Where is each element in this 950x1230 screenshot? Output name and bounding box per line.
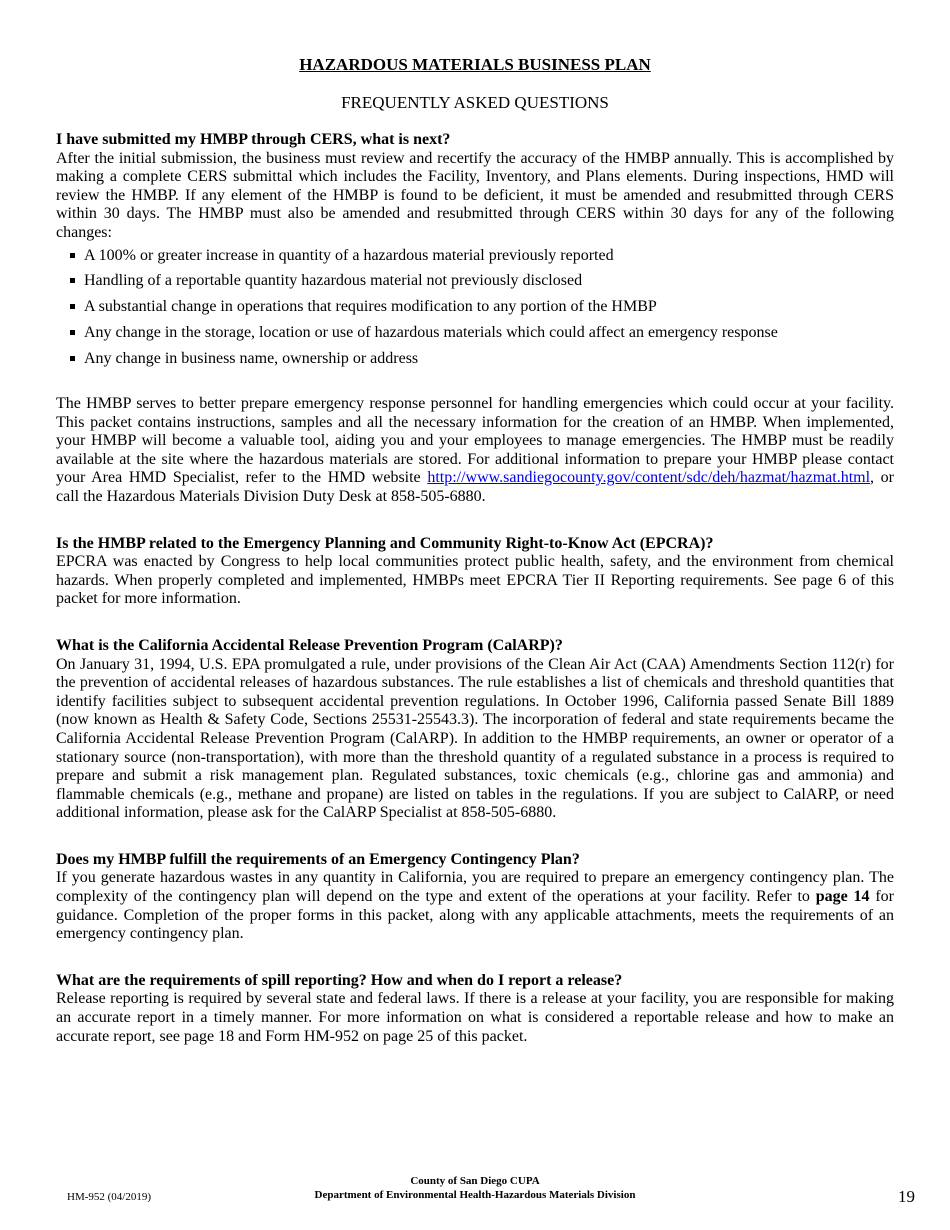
faq-question-spill-reporting: What are the requirements of spill reporting? How and when do I report a release? — [56, 971, 623, 989]
faq-answer-contingency-plan — [56, 869, 894, 943]
bullet-icon — [70, 304, 75, 309]
faq-question-cers-next: I have submitted my HMBP through CERS, what is next? — [56, 131, 451, 148]
spacer — [56, 944, 894, 972]
list-item-text: Any change in the storage, location or use of hazardous materials which could affect an emergency response — [84, 324, 778, 342]
faq-answer-calarp: On January 31, 1994, U.S. EPA promulgated a rule, under provisions of the Clean Air Act (CAA) Amendments Section 112(r) for the prevention of accidental releases of hazardous substances. The rule establishes a list of chemicals and threshold quantities that identify facilities subject to subsequent accidental prevention regulations. In October 1996, California passed Senate Bill 1889 (now known as Health & Safety Code, Sections 25531-25543.3). The incorporation of federal and state requirements became the California Accidental Release Prevention Program (CalARP). In addition to the HMBP requirements, an owner or operator of a stationary source (non-transportation), with more than the threshold quantity of a regulated substance in a process is required to prepare and submit a risk management plan. Regulated substances, toxic chemicals (e.g., chlorine gas and ammonia) and flammable chemicals (e.g., methane and propane) are listed on tables in the regulations. If you are subject to CalARP, or need additional information, please ask for the CalARP Specialist at 858-505-6880. — [56, 655, 894, 822]
page-subtitle: FREQUENTLY ASKED QUESTIONS — [341, 93, 609, 112]
faq-answer-epcra: EPCRA was enacted by Congress to help local communities protect public health, safety, and the environment from chemical hazards. When properly completed and implemented, HMBPs meet EPCRA Tier II Reporting requirements. See page 6 of this packet for more information. — [56, 553, 894, 608]
list-item — [70, 298, 894, 317]
faq-answer-cers-next: After the initial submission, the business must review and recertify the accuracy of the HMBP annually. This is accomplished by making a complete CERS submittal which includes the Facility, Inventory, and Plans elements. During inspections, HMD will review the HMBP. If any element of the HMBP is found to be deficient, it must be amended and resubmitted through CERS within 30 days. The HMBP must also be amended and resubmitted through CERS within 30 days for any of the following changes: — [56, 149, 894, 241]
purpose-text-end: , or call the Hazardous Materials Division Duty Desk at 858-505-6880. — [56, 469, 895, 505]
list-item — [70, 324, 894, 343]
answer-text: If you generate hazardous wastes in any quantity in California, you are required to prepare an emergency contingency plan. The complexity of the contingency plan will depend on the type and extent of the operations at your facility. Refer to — [56, 869, 894, 906]
spacer — [56, 823, 894, 851]
list-item — [70, 350, 894, 369]
division-name: Department of Environmental Health-Hazardous Materials Division — [314, 1189, 636, 1201]
bullet-icon — [70, 330, 75, 335]
list-item-text: Handling of a reportable quantity hazardous material not previously disclosed — [84, 272, 583, 290]
faq-content — [56, 131, 894, 1046]
purpose-text: The HMBP serves to better prepare emergency response personnel for handling emergencies which could occur at your facility. This packet contains instructions, samples and all the necessary information for the creation of an HMBP. When implemented, your HMBP will become a valuable tool, aiding you and your employees to manage emergencies. The HMBP must be readily available at the site where the hazardous materials are stored. For additional information to prepare your HMBP please contact your Area HMD Specialist, refer to the HMD website — [56, 395, 894, 487]
list-item — [70, 272, 894, 291]
faq-answer-spill-reporting: Release reporting is required by several state and federal laws. If there is a release at your facility, you are responsible for making an accurate report in a timely manner. For more information on what is considered a reportable release and how to make an accurate report, see page 18 and Form HM-952 on page 25 of this packet. — [56, 990, 894, 1045]
faq-question-contingency-plan: Does my HMBP fulfill the requirements of an Emergency Contingency Plan? — [56, 850, 580, 868]
bullet-icon — [70, 278, 75, 283]
list-item-text: A 100% or greater increase in quantity of a hazardous material previously reported — [84, 246, 614, 264]
page-reference: page 14 — [815, 888, 870, 906]
page-title: HAZARDOUS MATERIALS BUSINESS PLAN — [299, 55, 651, 74]
faq-question-calarp: What is the California Accidental Release Prevention Program (CalARP)? — [56, 636, 563, 654]
spacer — [56, 376, 894, 395]
list-item-text: A substantial change in operations that requires modification to any portion of the HMBP — [84, 298, 657, 316]
bullet-icon — [70, 356, 75, 361]
spacer — [56, 507, 894, 535]
agency-name: County of San Diego CUPA — [410, 1175, 540, 1187]
hmbp-purpose-paragraph — [56, 395, 894, 507]
faq-question-epcra: Is the HMBP related to the Emergency Planning and Community Right-to-Know Act (EPCRA)? — [56, 534, 714, 552]
change-list — [70, 247, 894, 369]
list-item — [70, 247, 894, 266]
answer-text-end: for guidance. Completion of the proper forms in this packet, along with any applicable attachments, meets the requirements of an emergency contingency plan. — [56, 888, 895, 943]
form-id: HM-952 (04/2019) — [67, 1191, 152, 1203]
bullet-icon — [70, 253, 75, 258]
agency-footer — [0, 1174, 950, 1202]
page-number: 19 — [898, 1187, 915, 1206]
hmd-website-link[interactable]: http://www.sandiegocounty.gov/content/sdc/deh/hazmat/hazmat.html — [427, 469, 871, 487]
spacer — [56, 609, 894, 637]
list-item-text: Any change in business name, ownership or address — [84, 350, 419, 368]
